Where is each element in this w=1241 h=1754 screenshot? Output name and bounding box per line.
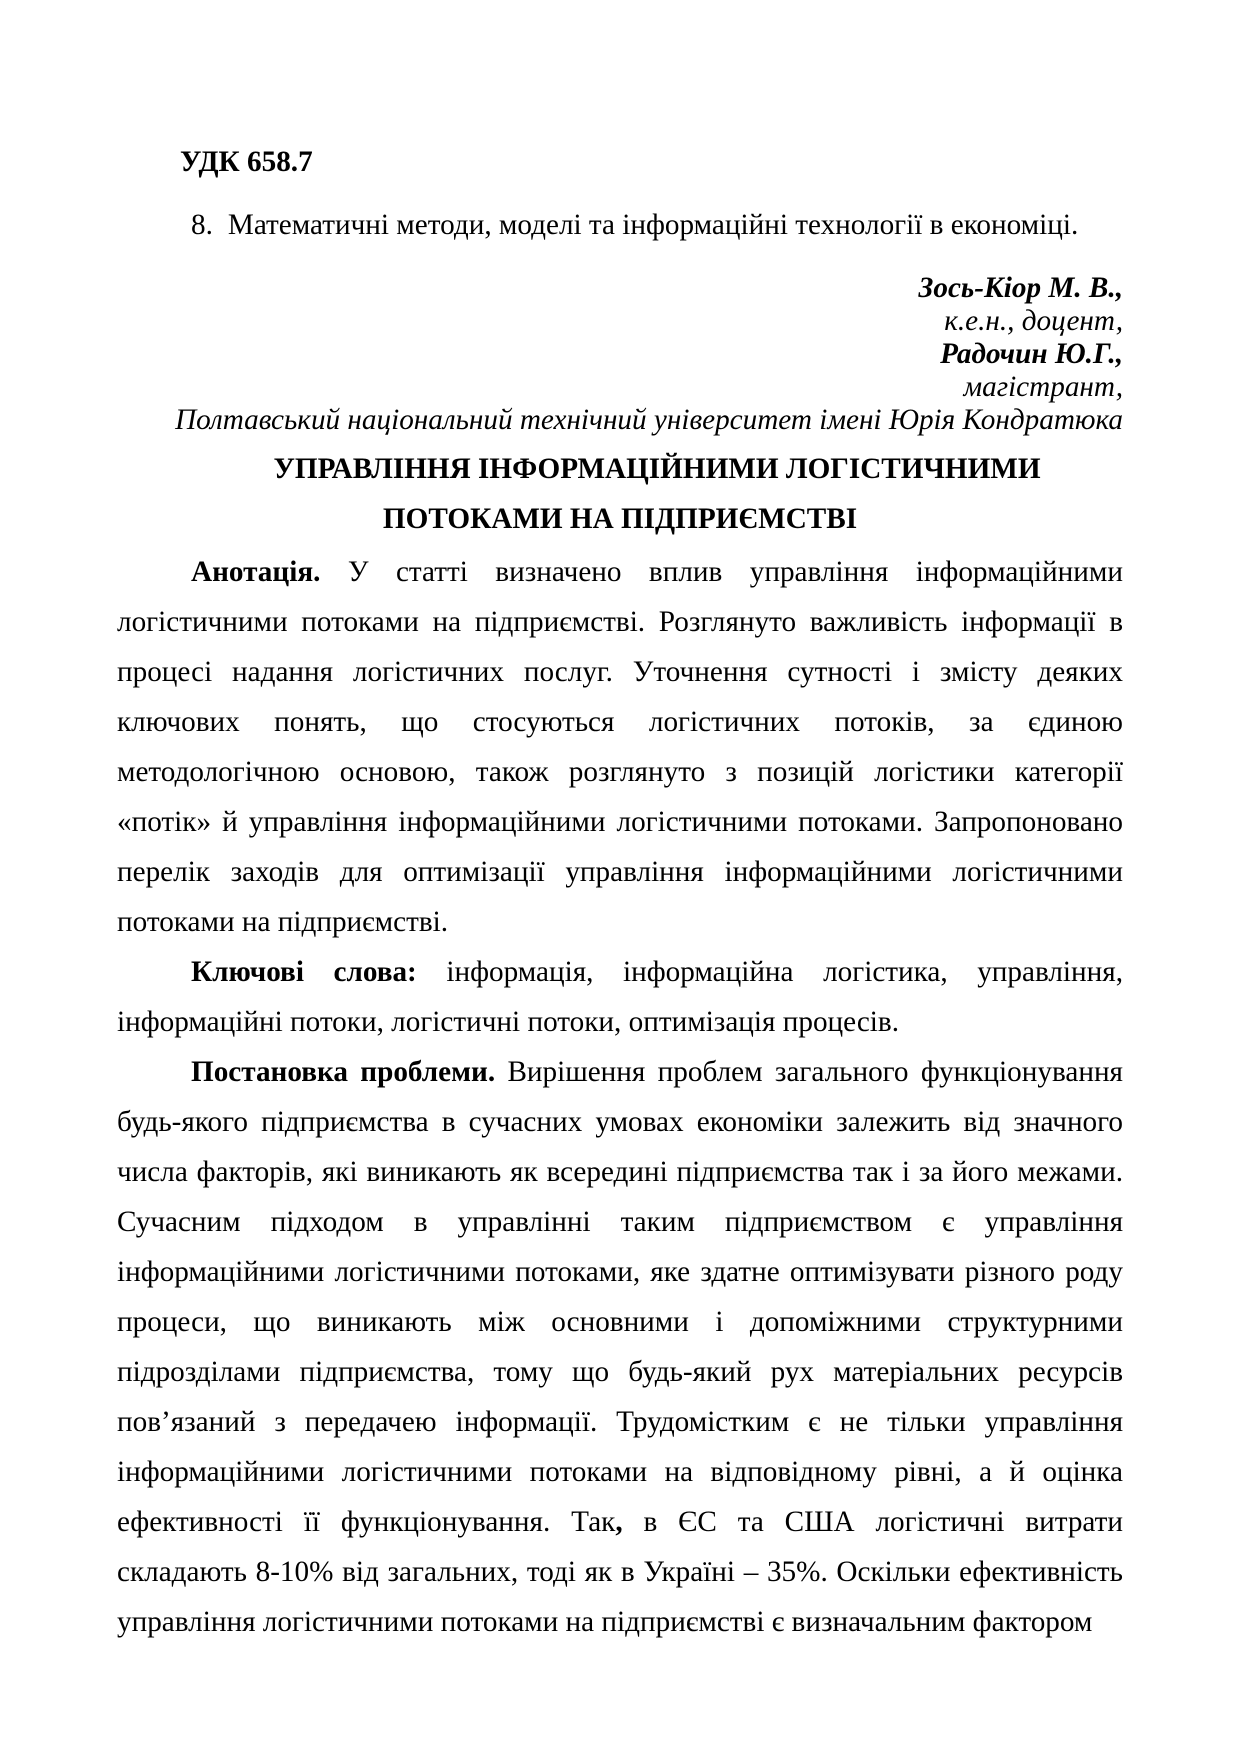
section-title: Математичні методи, моделі та інформаційні технології в економіці.	[227, 209, 1079, 242]
byline-role-1: к.е.н., доцент,	[944, 304, 1123, 337]
problem-statement-paragraph	[117, 1047, 1123, 1647]
emphasis-run: Постановка проблеми.	[191, 1055, 496, 1088]
udc-code: УДК 658.7	[180, 146, 313, 179]
text-run: У статті визначено вплив управління інформаційними логістичними потоками на підприємстві. Розглянуто важливість інформації в процесі надання логістичних послуг. Уточнення сутності і змісту деяких ключових понять, що стосуються логістичних потоків, за єдиною методологічною основою, також розглянуто з позицій логістики категорії «потік» й управління інформаційними логістичними потоками. Запропоновано перелік заходів для оптимізації управління інформаційними логістичними потоками на підприємстві.	[117, 555, 1123, 938]
text-run: Вирішення проблем загального функціонування будь-якого підприємства в сучасних умовах економіки залежить від значного числа факторів, які виникають як всередині підприємства так і за його межами. Сучасним підходом в управлінні таким підприємством є управління інформаційними логістичними потоками, яке здатне оптимізувати різного роду процеси, що виникають між основними і допоміжними структурними підрозділами підприємства, тому що будь-який рух матеріальних ресурсів пов’язаний з передачею інформації. Трудомістким є не тільки управління інформаційними логістичними потоками на відповідному рівні, а й оцінка ефективності її функціонування. Так	[117, 1055, 1123, 1538]
text-run: в ЄС та США логістичні витрати складають 8-10% від загальних, тоді як в Україні – 35%. Оскільки ефективність управління логістичними потоками на підприємстві є визначальним фактором	[117, 1505, 1123, 1638]
byline-role-2: магістрант,	[963, 370, 1123, 403]
emphasis-run: Ключові слова:	[191, 955, 417, 988]
text-run: інформація, інформаційна логістика, управління, інформаційні потоки, логістичні потоки, оптимізація процесів.	[117, 955, 1123, 1038]
section-number: 8.	[191, 209, 213, 242]
byline-author-1: Зось-Кіор М. В.,	[918, 271, 1123, 304]
byline	[117, 272, 1123, 437]
article-body	[117, 547, 1123, 1647]
article-title: УПРАВЛІННЯ ІНФОРМАЦІЙНИМИ ЛОГІСТИЧНИМИ ПОТОКАМИ НА ПІДПРИЄМСТВІ	[273, 452, 1041, 535]
byline-affiliation: Полтавський національний технічний університет імені Юрія Кондратюка	[175, 403, 1123, 436]
keywords-paragraph	[117, 947, 1123, 1047]
emphasis-run: Анотація.	[191, 555, 321, 588]
byline-author-2: Радочин Ю.Г.,	[940, 337, 1123, 370]
abstract-paragraph	[117, 547, 1123, 947]
emphasis-run: ,	[615, 1505, 623, 1538]
section-heading	[117, 208, 1123, 242]
